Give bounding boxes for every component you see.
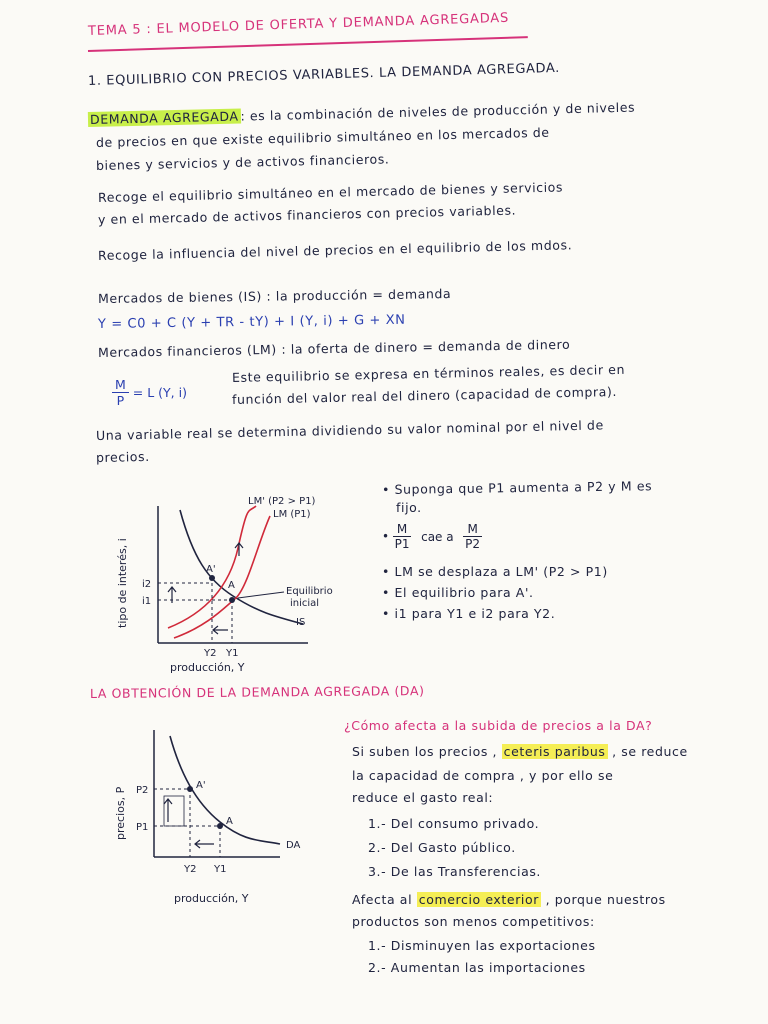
lm-label: LM (P1) xyxy=(273,509,311,520)
graph2-xlabel: producción, Y xyxy=(174,892,249,905)
real-variable-line-2: precios. xyxy=(95,448,150,465)
definition-line-1 xyxy=(88,100,636,127)
bullet2-den2: P2 xyxy=(465,537,481,551)
section1-heading: 1. EQUILIBRIO CON PRECIOS VARIABLES. LA DEMANDA AGREGADA. xyxy=(87,60,561,89)
da-label: DA xyxy=(286,840,301,851)
graph2-ylabel: precios, P xyxy=(114,786,127,840)
da-graph xyxy=(110,722,320,912)
lm-equation-denominator: P xyxy=(116,393,125,408)
is-label: Mercados de bienes (IS) : la producción = demanda xyxy=(97,286,452,306)
is-label: IS xyxy=(296,617,306,628)
paragraph-prices-1 xyxy=(352,744,688,759)
y2-label: Y2 xyxy=(204,648,217,659)
da-curve xyxy=(170,736,280,844)
bullet4: • El equilibrio para A'. xyxy=(382,585,534,600)
bullet1-text: Suponga que P1 aumenta a P2 y M es xyxy=(394,478,653,497)
lm-equation-rhs: = L (Y, i) xyxy=(132,385,187,400)
bullet2-mid: cae a xyxy=(421,529,454,544)
bullet2-den1: P1 xyxy=(394,537,410,551)
bullet3: • LM se desplaza a LM' (P2 > P1) xyxy=(382,564,608,579)
question: ¿Cómo afecta a la subida de precios a la DA? xyxy=(344,718,653,733)
lm-prime-label: LM' (P2 > P1) xyxy=(248,496,316,507)
left-arrow-icon xyxy=(213,626,228,634)
lm-curve-upper xyxy=(236,516,270,598)
list1-item-2: 2.- Del Gasto público. xyxy=(368,840,516,855)
definition-line-3: bienes y servicios y de activos financieros. xyxy=(95,151,390,173)
bullet4-text: El equilibrio para A'. xyxy=(394,585,534,600)
da-point-a-prime xyxy=(187,786,193,792)
a-label: A xyxy=(228,580,235,591)
section2-heading: LA OBTENCIÓN DE LA DEMANDA AGREGADA (DA) xyxy=(89,683,425,701)
point-a xyxy=(229,597,235,603)
is-equation: Y = C0 + C (Y + TR - tY) + I (Y, i) + G + XN xyxy=(97,312,406,332)
lm-equation-numerator: M xyxy=(112,377,129,393)
lm-note-line-2: función del valor real del dinero (capacidad de compra). xyxy=(231,383,618,407)
paragraph-prices-3: reduce el gasto real: xyxy=(352,790,494,805)
bullet3-text: LM se desplaza a LM' (P2 > P1) xyxy=(394,564,608,579)
equilibrium-arrow xyxy=(238,592,284,598)
equilibrium-label-2: inicial xyxy=(290,598,320,609)
real-variable-line-1: Una variable real se determina dividiendo su valor nominal por el nivel de xyxy=(95,417,604,443)
up-arrow-icon xyxy=(168,587,176,603)
da-y1-label: Y1 xyxy=(214,864,227,875)
page-title: TEMA 5 : EL MODELO DE OFERTA Y DEMANDA AGREGADAS xyxy=(87,10,510,39)
prices-pre: Si suben los precios , xyxy=(352,744,498,759)
bullet2: • $\frac{M}{P1}$ cae a $\frac{M}{P2}$ xyxy=(382,522,481,551)
graph1-xlabel: producción, Y xyxy=(170,661,245,674)
trade-post: , porque nuestros xyxy=(545,892,666,907)
list1-item-1: 1.- Del consumo privado. xyxy=(368,816,540,831)
a-prime-label: A' xyxy=(206,564,216,575)
da-a-label: A xyxy=(226,816,233,827)
list2-item-1: 1.- Disminuyen las exportaciones xyxy=(368,938,596,953)
comercio-exterior: comercio exterior xyxy=(418,892,539,907)
da-point-a xyxy=(217,823,223,829)
da-a-prime-label: A' xyxy=(196,780,206,791)
prices-post: , se reduce xyxy=(612,744,688,759)
bullet1-line-1: • Suponga que P1 aumenta a P2 y M es xyxy=(381,478,653,497)
list2-item-2: 2.- Aumentan las importaciones xyxy=(368,960,586,975)
definition-text-1: : es la combinación de niveles de producción y de niveles xyxy=(240,99,636,124)
y1-label: Y1 xyxy=(226,648,239,659)
title-underline xyxy=(88,36,528,52)
paragraph-prices-2: la capacidad de compra , y por ello se xyxy=(352,768,614,783)
lm-equation xyxy=(112,377,187,408)
lm-curve xyxy=(174,598,236,638)
p2-label: P2 xyxy=(136,785,149,796)
definition-term: DEMANDA AGREGADA xyxy=(89,108,239,127)
bullet2-num2: M xyxy=(463,522,481,537)
i1-label: i1 xyxy=(142,596,152,607)
lm-note-line-1: Este equilibrio se expresa en términos reales, es decir en xyxy=(231,361,626,385)
paragraph-trade-1 xyxy=(352,892,666,907)
bullet5-text: i1 para Y1 e i2 para Y2. xyxy=(394,606,556,621)
paragraph3: Recoge la influencia del nivel de precios en el equilibrio de los mdos. xyxy=(97,237,573,263)
is-curve xyxy=(180,510,303,624)
definition-line-2: de precios en que existe equilibrio simultáneo en los mercados de xyxy=(95,124,550,150)
da-up-arrow-icon xyxy=(164,799,172,822)
da-y2-label: Y2 xyxy=(184,864,197,875)
bullet1-line-2: fijo. xyxy=(396,500,422,515)
bullet5: • i1 para Y1 e i2 para Y2. xyxy=(382,606,556,621)
p1-label: P1 xyxy=(136,822,149,833)
bullet2-num1: M xyxy=(393,522,411,537)
i2-label: i2 xyxy=(142,579,152,590)
point-a-prime xyxy=(209,575,215,581)
paragraph-trade-2: productos son menos competitivos: xyxy=(352,914,595,929)
equilibrium-label-1: Equilibrio xyxy=(286,586,333,597)
ceteris-paribus: ceteris paribus xyxy=(503,744,606,759)
da-left-arrow-icon xyxy=(195,840,214,848)
is-lm-graph xyxy=(108,488,370,676)
list1-item-3: 3.- De las Transferencias. xyxy=(368,864,542,879)
paragraph2-line-1: Recoge el equilibrio simultáneo en el mercado de bienes y servicios xyxy=(97,179,564,205)
lm-label: Mercados financieros (LM) : la oferta de dinero = demanda de dinero xyxy=(97,336,571,360)
paragraph2-line-2: y en el mercado de activos financieros con precios variables. xyxy=(97,202,517,227)
trade-pre: Afecta al xyxy=(352,892,413,907)
graph1-ylabel: tipo de interés, i xyxy=(116,538,129,628)
